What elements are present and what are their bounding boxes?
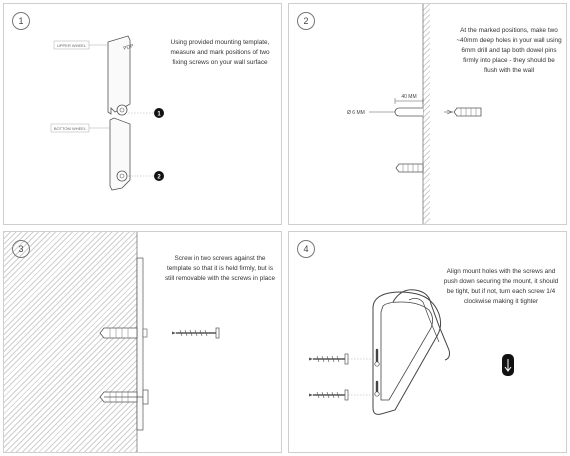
step-instruction: Screw in two screws against the template so that it is held firmly, but is still removable with the screws in place bbox=[164, 255, 276, 282]
step-number: 1 bbox=[12, 12, 30, 30]
depth-label: 40 MM bbox=[401, 94, 417, 100]
step-3-panel bbox=[3, 231, 282, 453]
step-instruction: At the marked positions, make two ~40mm deep holes in your wall using 6mm drill and tap both dowel pins firmly into place - they should be flush with the wall bbox=[456, 27, 562, 74]
drilling-illustration bbox=[289, 4, 567, 225]
template-on-wall bbox=[137, 258, 143, 430]
step-number: 4 bbox=[297, 240, 315, 258]
step-1-panel bbox=[3, 3, 282, 225]
svg-text:2: 2 bbox=[157, 174, 161, 181]
upper-wheel-label: UPPER WHEEL bbox=[56, 42, 87, 48]
step-instruction: Align mount holes with the screws and push down securing the mount, it should be tight, but if not, turn each screw 1/4 clockwise making it tighter bbox=[443, 268, 559, 305]
template-brand-label: PDP bbox=[122, 43, 135, 52]
step-number: 3 bbox=[12, 240, 30, 258]
screw-lower bbox=[143, 390, 148, 404]
mounting-template-illustration bbox=[4, 4, 282, 225]
drilled-hole bbox=[395, 108, 423, 116]
step-2-panel bbox=[288, 3, 567, 225]
dowel-pin-outside bbox=[454, 108, 481, 116]
dowel-upper bbox=[100, 328, 137, 338]
svg-text:1: 1 bbox=[157, 111, 161, 118]
bottom-wheel-label: BOTTOM WHEEL bbox=[53, 125, 87, 131]
dowel-pin-installed bbox=[396, 164, 423, 172]
diameter-label: Ø 6 MM bbox=[347, 110, 365, 116]
step-4-panel bbox=[288, 231, 567, 453]
step-number: 2 bbox=[297, 12, 315, 30]
mount-installation-illustration bbox=[289, 232, 567, 453]
screwing-illustration bbox=[4, 232, 282, 453]
step-instruction: Using provided mounting template, measure and mark positions of two fixing screws on your wall surface bbox=[170, 39, 270, 66]
